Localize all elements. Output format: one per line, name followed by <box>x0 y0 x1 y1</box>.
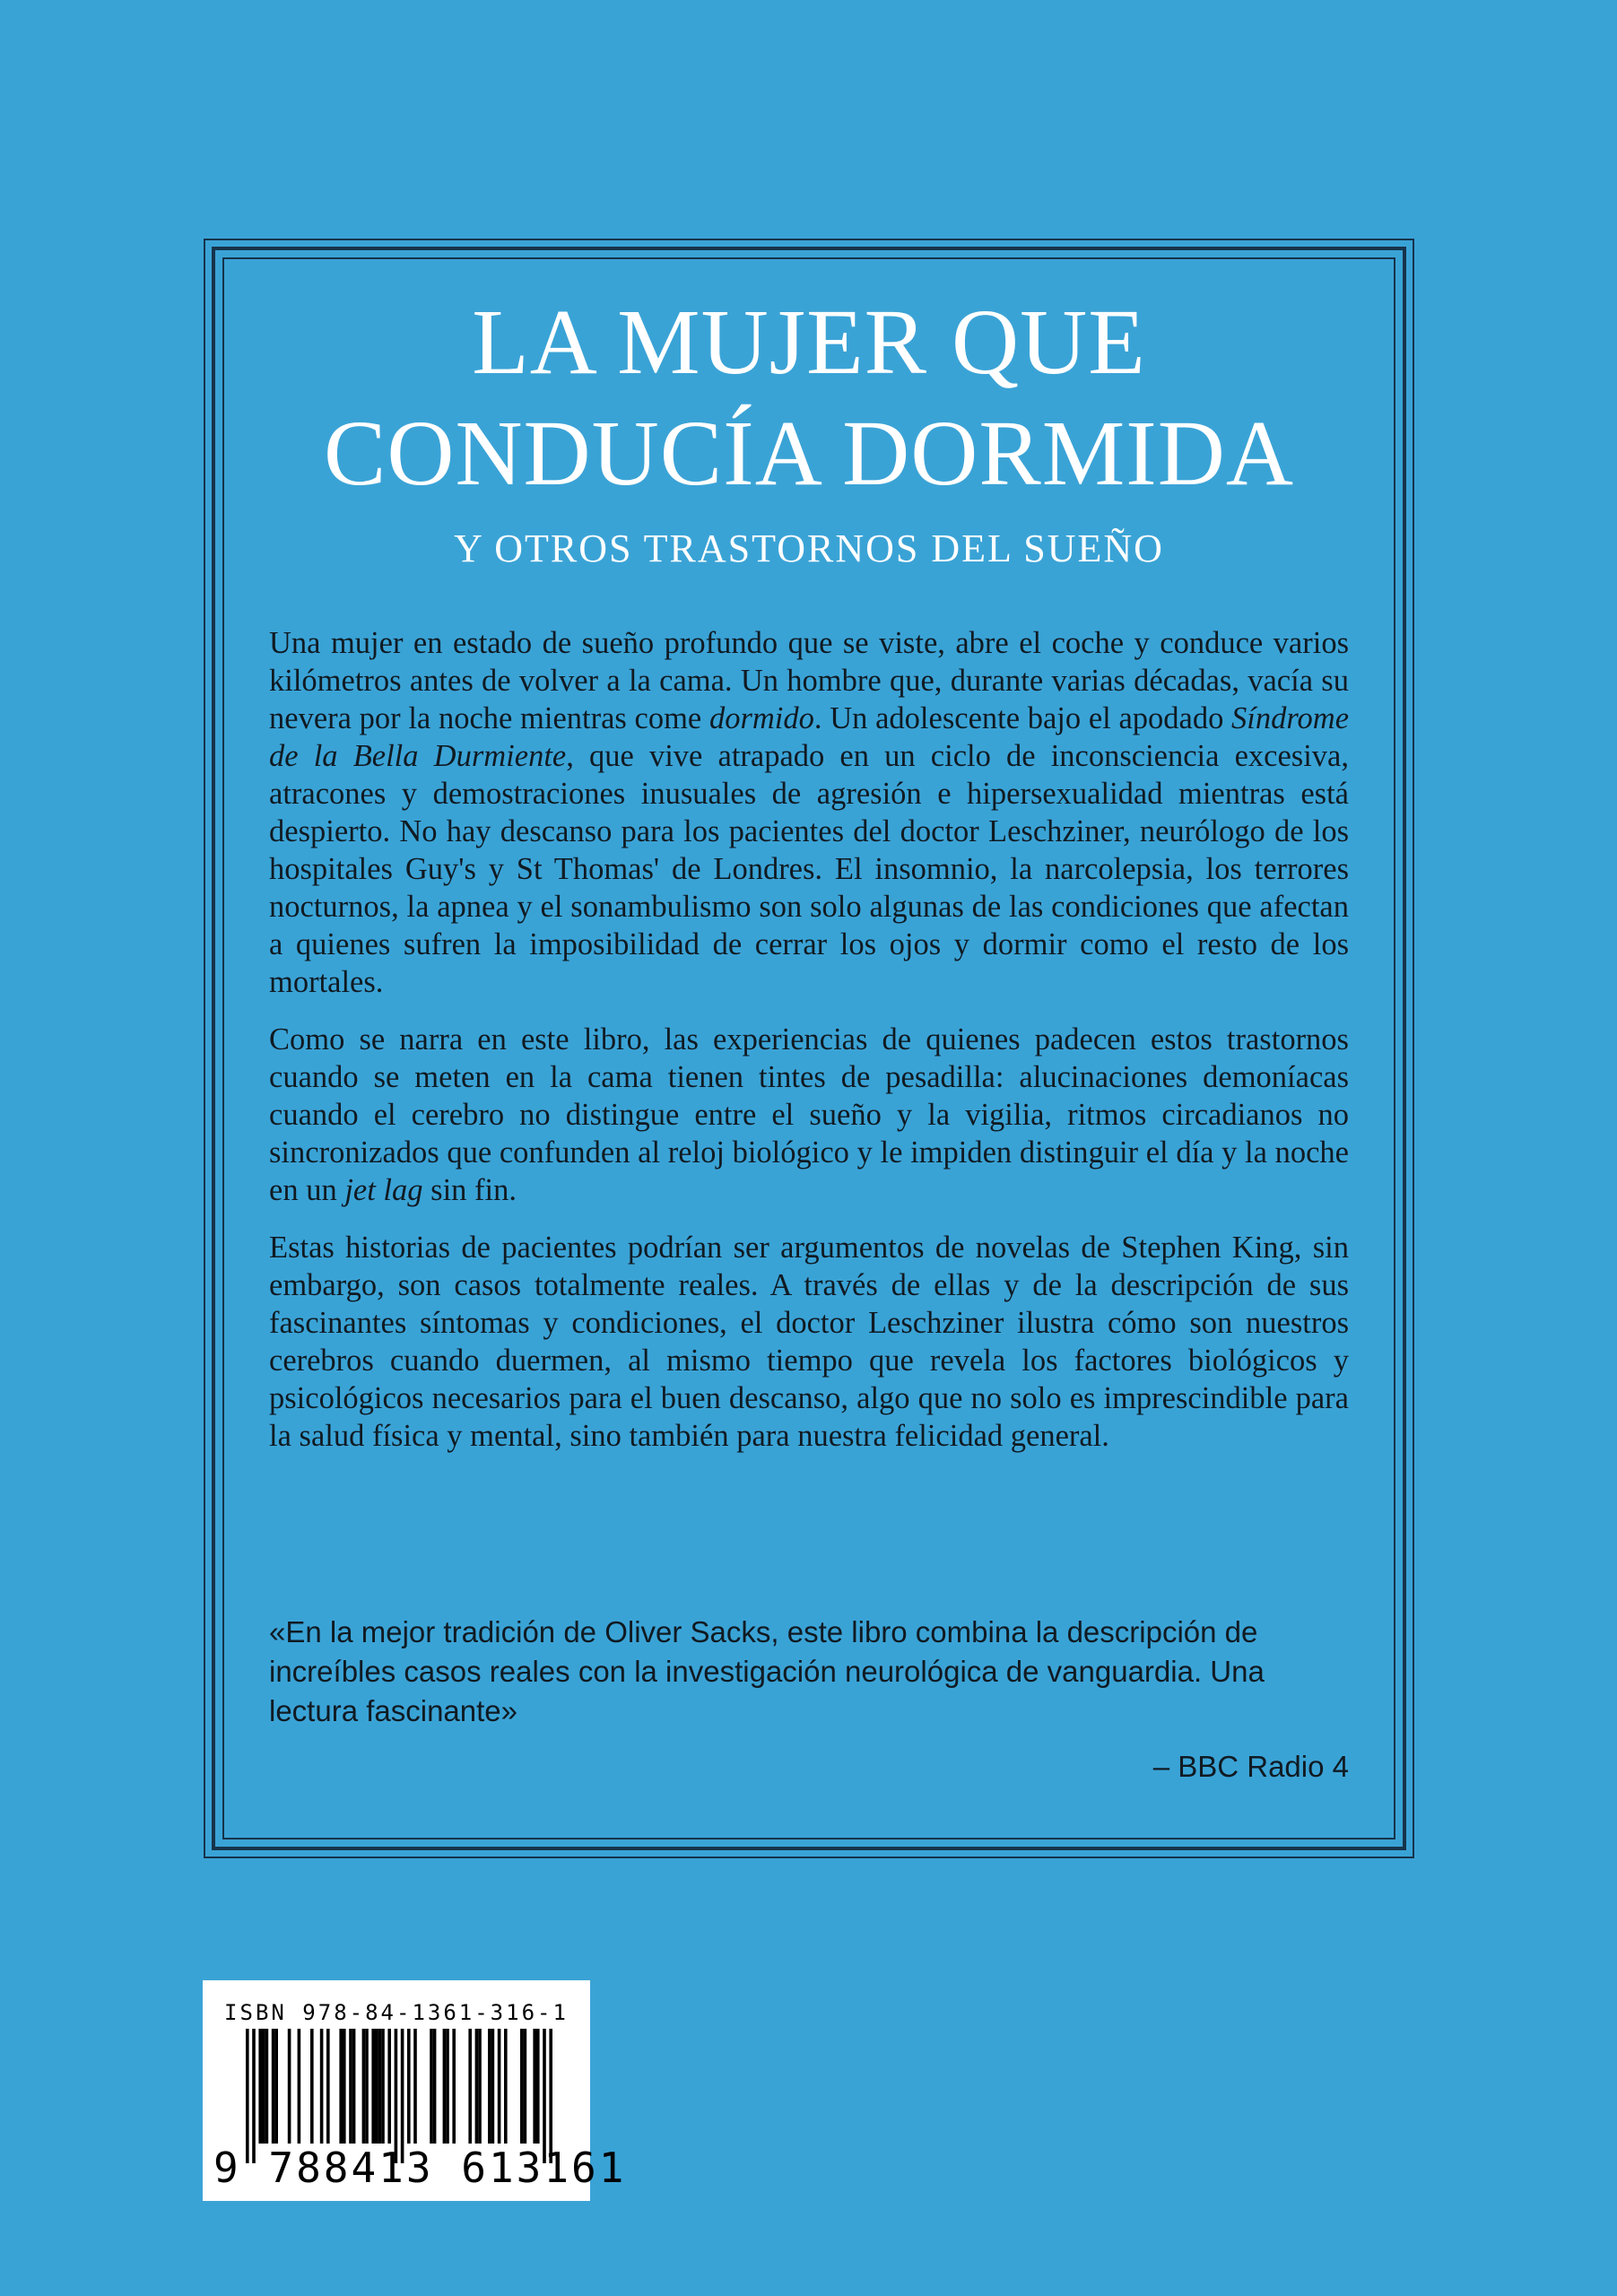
barcode-bar <box>310 2029 314 2144</box>
review-attribution: – BBC Radio 4 <box>1152 1750 1349 1783</box>
synopsis-emphasis: dormido <box>709 701 814 735</box>
barcode-bar <box>326 2029 330 2144</box>
barcode-bar <box>533 2029 536 2144</box>
barcode-bar <box>387 2029 391 2144</box>
barcode-bar <box>524 2029 527 2144</box>
barcode-bar <box>413 2029 417 2144</box>
barcode-bar <box>375 2029 378 2144</box>
barcode-digits: 9 788413 613161 <box>213 2144 627 2192</box>
book-title-line-1: LA MUJER QUE <box>472 291 1146 394</box>
barcode-bar <box>265 2029 269 2144</box>
barcode-bar <box>498 2029 501 2144</box>
synopsis-text: , que vive atrapado en un ciclo de inconsciencia excesiva, atracones y demostraciones inusuales de agresión e hipersexualidad mientras está despierto. No hay descanso para los pacientes del doctor Leschziner, neurólogo de los hospitales Guy's y St Thomas' de Londres. El insomnio, la narcolepsia, los terrores nocturnos, la apnea y el sonambulismo son solo algunas de las condiciones que afectan a quienes sufren la imposibilidad de cerrar los ojos y dormir como el resto de los mortales. <box>269 739 1349 999</box>
synopsis-text: Una mujer en estado de sueño profundo que se viste, abre el coche y conduce varios kilómetros antes de volver a la cama. Un hombre que, durante varias décadas, vacía su nevera por la noche mientras come <box>269 626 1349 735</box>
barcode-bar <box>343 2029 346 2144</box>
barcode-bar <box>468 2029 472 2144</box>
barcode-bar <box>272 2029 275 2144</box>
book-title <box>204 287 1414 509</box>
barcode-bar <box>381 2029 385 2144</box>
synopsis-emphasis: jet lag <box>344 1173 423 1207</box>
barcode-bar <box>491 2029 495 2144</box>
barcode-bar <box>371 2029 375 2144</box>
barcode-bar <box>452 2029 456 2144</box>
synopsis-text: sin fin. <box>422 1173 517 1207</box>
barcode-bar <box>349 2029 352 2144</box>
barcode-bar <box>430 2029 433 2144</box>
barcode <box>203 1980 627 2201</box>
synopsis-emphasis: Síndrome de la Bella Durmiente <box>269 701 1350 773</box>
barcode-bar <box>298 2029 301 2144</box>
barcode-bar <box>443 2029 447 2144</box>
synopsis-paragraph-2 <box>269 1021 1349 1209</box>
barcode-bar <box>362 2029 366 2144</box>
barcode-bar <box>320 2029 324 2144</box>
synopsis-text: . Un adolescente bajo el apodado <box>813 701 1232 735</box>
barcode-bar <box>475 2029 479 2144</box>
barcode-bar <box>520 2029 524 2144</box>
barcode-bar <box>274 2029 278 2144</box>
barcode-bar <box>488 2029 491 2144</box>
book-subtitle: Y OTROS TRASTORNOS DEL SUEÑO <box>454 526 1164 570</box>
book-title-line-2: CONDUCÍA DORMIDA <box>323 402 1295 505</box>
barcode-bar <box>262 2029 265 2144</box>
review-quote: «En la mejor tradición de Oliver Sacks, este libro combina la descripción de increíbles casos reales con la investigación neurológica de vanguardia. Una lectura fascinante» <box>269 1615 1265 1727</box>
barcode-bar <box>446 2029 449 2144</box>
synopsis-paragraph-1 <box>269 624 1349 1001</box>
barcode-bar <box>365 2029 369 2144</box>
synopsis <box>269 624 1349 1474</box>
barcode-bar <box>407 2029 411 2144</box>
barcode-bar <box>288 2029 291 2144</box>
barcode-bar <box>258 2029 262 2144</box>
synopsis-paragraph-3: Estas historias de pacientes podrían ser argumentos de novelas de Stephen King, sin embargo, son casos totalmente reales. A través de ellas y de la descripción de sus fascinantes síntomas y condiciones, el doctor Leschziner ilustra cómo son nuestros cerebros cuando duermen, al mismo tiempo que revela los factores biológicos y psicológicos necesarios para el buen descanso, algo que no solo es imprescindible para la salud física y mental, sino también para nuestra felicidad general. <box>269 1231 1349 1453</box>
barcode-bar <box>378 2029 382 2144</box>
barcode-bar <box>339 2029 343 2144</box>
barcode-bar <box>478 2029 482 2144</box>
barcode-bar <box>352 2029 356 2144</box>
barcode-bar <box>433 2029 437 2144</box>
isbn-label: ISBN 978-84-1361-316-1 <box>224 2000 569 2025</box>
barcode-bar <box>504 2029 508 2144</box>
synopsis-text: Como se narra en este libro, las experiencias de quienes padecen estos trastornos cuando se meten en la cama tienen tintes de pesadilla: alucinaciones demoníacas cuando el cerebro no distingue entre el sueño y la vigilia, ritmos circadianos no sincronizados que confunden al reloj biológico y le impiden distinguir el día y la noche en un <box>269 1022 1349 1207</box>
barcode-bar <box>536 2029 540 2144</box>
